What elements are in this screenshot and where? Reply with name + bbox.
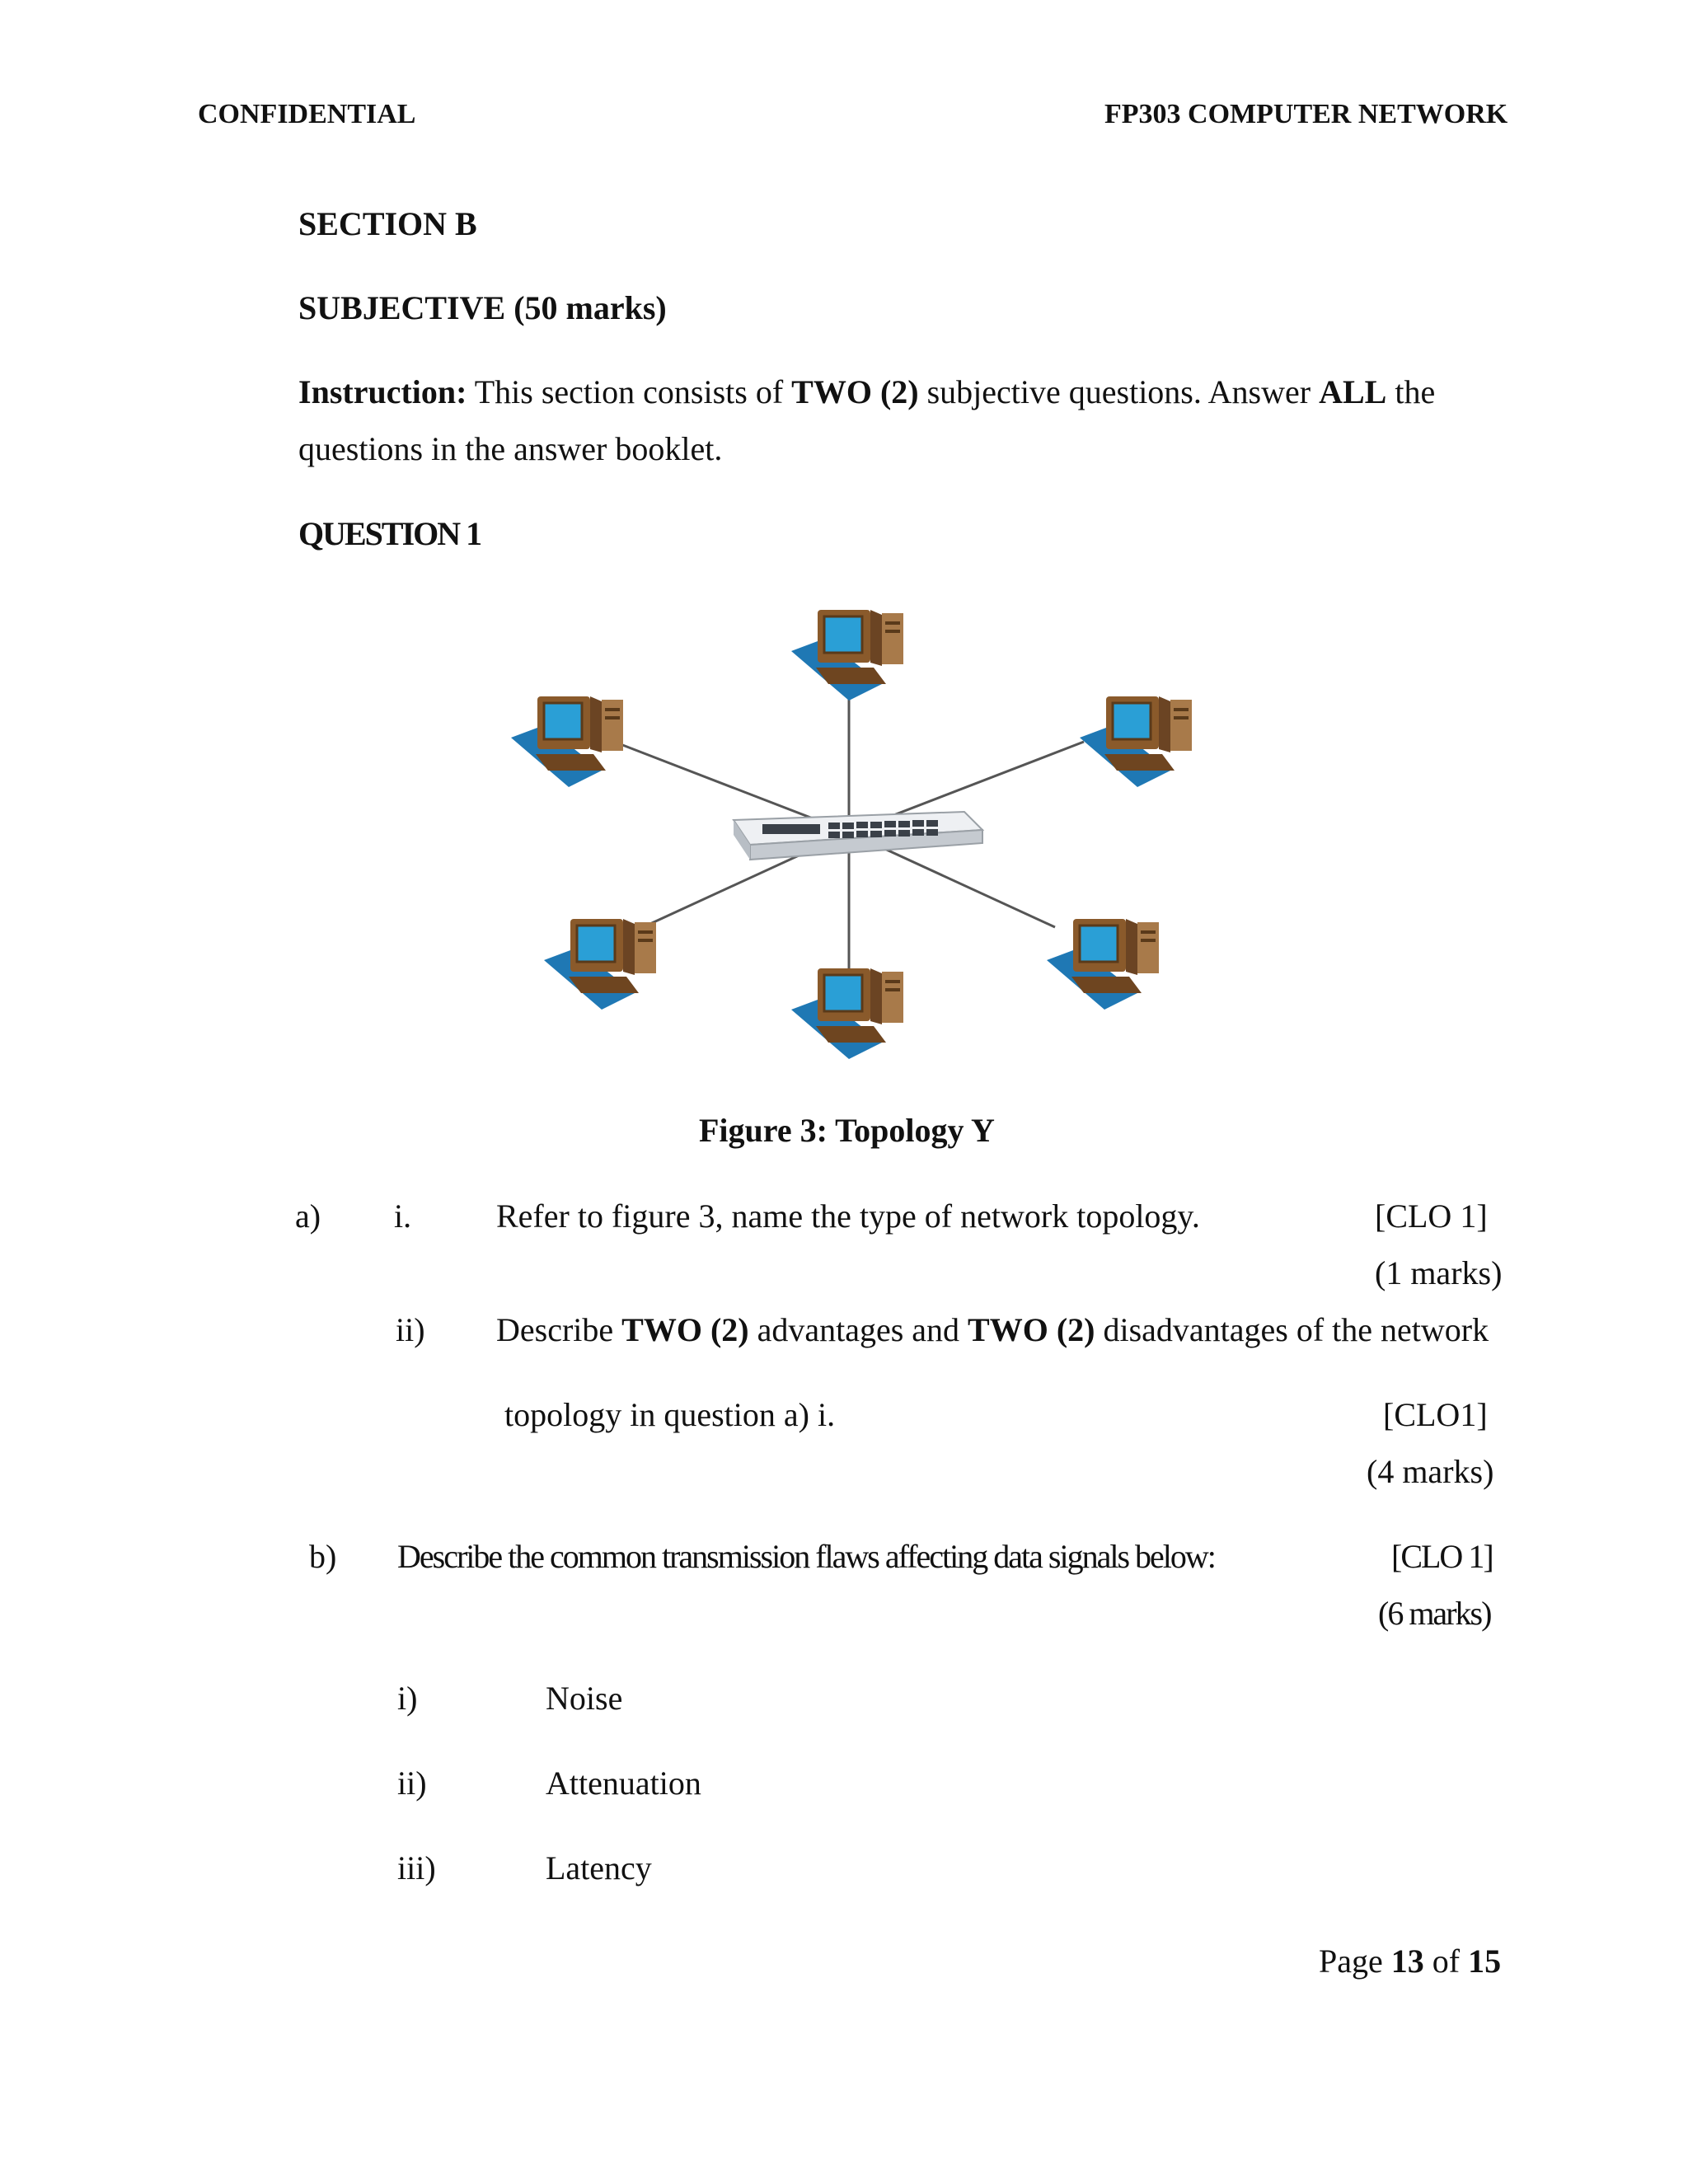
- part-a-ii-line-2: topology in question a) i.: [504, 1396, 836, 1433]
- computer-lower-left-icon: [544, 919, 656, 1010]
- part-b-label: b): [309, 1538, 337, 1575]
- question-title: QUESTION 1: [298, 515, 481, 552]
- part-a-ii-bold-1: TWO (2): [621, 1311, 749, 1348]
- part-a-ii-text-2: advantages and: [748, 1311, 968, 1348]
- figure-caption: Figure 3: Topology Y: [699, 1112, 995, 1149]
- instruction-text-1: This section consists of: [467, 373, 792, 410]
- part-b-marks: (6 marks): [1378, 1595, 1491, 1632]
- part-a-ii-text-1: Describe: [496, 1311, 622, 1348]
- computer-lower-right-icon: [1047, 919, 1159, 1010]
- instruction-text-3: the: [1386, 373, 1436, 410]
- page-prefix: Page: [1319, 1943, 1391, 1980]
- page-current: 13: [1390, 1943, 1424, 1980]
- part-a-label: a): [295, 1197, 321, 1235]
- topology-figure: [478, 598, 1220, 1059]
- part-a-ii-marks: (4 marks): [1367, 1453, 1494, 1490]
- computer-bottom-icon: [791, 968, 903, 1059]
- instruction-label: Instruction:: [298, 373, 467, 410]
- page-total: 15: [1468, 1943, 1502, 1980]
- page-of: of: [1423, 1943, 1469, 1980]
- part-b-item-3-number: iii): [397, 1849, 436, 1886]
- computer-upper-left-icon: [511, 696, 623, 787]
- part-a-ii-number: ii): [396, 1311, 425, 1348]
- part-b-item-1-number: i): [397, 1680, 418, 1717]
- part-a-ii-text-3: disadvantages of the network: [1095, 1311, 1489, 1348]
- header-confidential: CONFIDENTIAL: [198, 99, 416, 129]
- instruction-bold-count: TWO (2): [791, 373, 919, 410]
- section-subtitle: SUBJECTIVE (50 marks): [298, 289, 667, 326]
- computer-upper-right-icon: [1080, 696, 1192, 787]
- part-a-i-clo: [CLO 1]: [1375, 1197, 1488, 1235]
- part-b-clo: [CLO 1]: [1391, 1538, 1493, 1575]
- part-a-i-text: Refer to figure 3, name the type of network topology.: [496, 1197, 1200, 1235]
- part-b-text: Describe the common transmission flaws affecting data signals below:: [397, 1538, 1215, 1575]
- part-b-item-3-text: Latency: [546, 1849, 652, 1886]
- part-a-i-number: i.: [394, 1197, 412, 1235]
- header-course-title: FP303 COMPUTER NETWORK: [1104, 99, 1508, 129]
- part-a-ii-clo: [CLO1]: [1383, 1396, 1488, 1433]
- part-b-item-2-number: ii): [397, 1765, 427, 1802]
- part-a-ii-bold-2: TWO (2): [968, 1311, 1095, 1348]
- section-title: SECTION B: [298, 205, 477, 242]
- network-switch-icon: [734, 812, 982, 860]
- part-b-item-2-text: Attenuation: [546, 1765, 701, 1802]
- page-number: [1319, 1942, 1501, 1980]
- part-b-item-1-text: Noise: [546, 1680, 623, 1717]
- instruction-bold-all: ALL: [1319, 373, 1387, 410]
- instruction-line-2: questions in the answer booklet.: [298, 430, 723, 467]
- part-a-i-marks: (1 marks): [1375, 1254, 1503, 1291]
- instruction-text-2: subjective questions. Answer: [918, 373, 1320, 410]
- computer-top-icon: [791, 610, 903, 701]
- instruction-line-1: [298, 373, 1435, 411]
- part-a-ii-line-1: [496, 1310, 1489, 1349]
